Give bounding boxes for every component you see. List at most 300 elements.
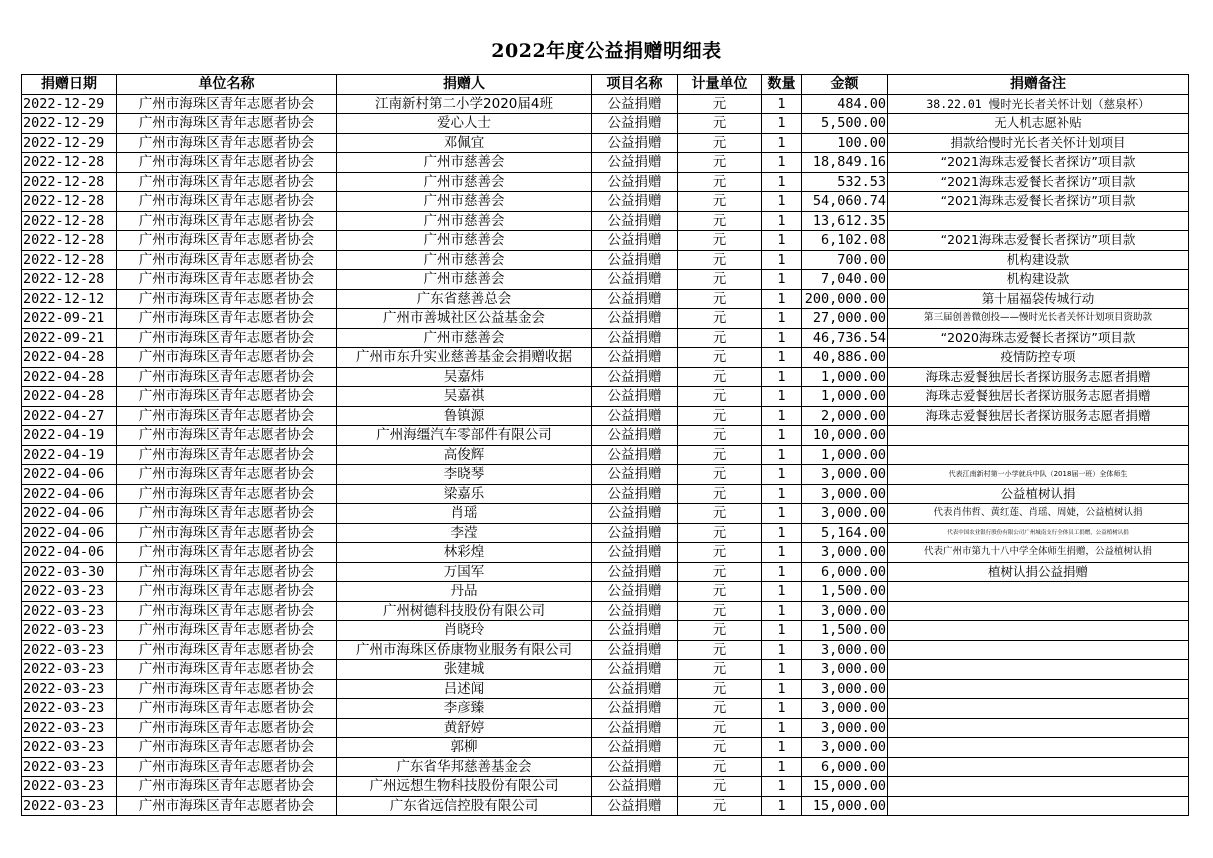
cell-amount: 40,886.00: [802, 348, 888, 368]
table-row: [22, 582, 1189, 602]
table-row: [22, 465, 1189, 485]
cell-note: 代表中国农业银行股份有限公司广州城南支行全体员工捐赠，公益植树认捐: [888, 523, 1189, 543]
cell-org: 广州市海珠区青年志愿者协会: [117, 582, 337, 602]
cell-qty: 1: [762, 289, 802, 309]
cell-amount: 46,736.54: [802, 328, 888, 348]
cell-unit: 元: [678, 348, 762, 368]
cell-org: 广州市海珠区青年志愿者协会: [117, 289, 337, 309]
cell-date: 2022-03-23: [22, 738, 117, 758]
cell-donor: 肖瑶: [337, 504, 592, 524]
cell-note: 机构建设款: [888, 270, 1189, 290]
cell-project: 公益捐赠: [592, 133, 678, 153]
cell-org: 广州市海珠区青年志愿者协会: [117, 679, 337, 699]
cell-amount: 15,000.00: [802, 796, 888, 816]
cell-unit: 元: [678, 328, 762, 348]
cell-project: 公益捐赠: [592, 387, 678, 407]
cell-date: 2022-04-06: [22, 465, 117, 485]
cell-qty: 1: [762, 367, 802, 387]
cell-org: 广州市海珠区青年志愿者协会: [117, 114, 337, 134]
table-row: [22, 621, 1189, 641]
cell-donor: 广东省华邦慈善基金会: [337, 757, 592, 777]
cell-amount: 3,000.00: [802, 699, 888, 719]
cell-project: 公益捐赠: [592, 192, 678, 212]
cell-amount: 27,000.00: [802, 309, 888, 329]
cell-note: [888, 445, 1189, 465]
cell-amount: 3,000.00: [802, 640, 888, 660]
cell-org: 广州市海珠区青年志愿者协会: [117, 309, 337, 329]
cell-project: 公益捐赠: [592, 270, 678, 290]
cell-note: 无人机志愿补贴: [888, 114, 1189, 134]
cell-note: [888, 738, 1189, 758]
cell-note: [888, 699, 1189, 719]
cell-project: 公益捐赠: [592, 114, 678, 134]
header-row: [22, 75, 1189, 95]
header-donor: 捐赠人: [337, 75, 592, 95]
cell-donor: 广州市慈善会: [337, 192, 592, 212]
cell-qty: 1: [762, 679, 802, 699]
cell-donor: 广州树德科技股份有限公司: [337, 601, 592, 621]
cell-donor: 广东省远信控股有限公司: [337, 796, 592, 816]
cell-amount: 6,102.08: [802, 231, 888, 251]
cell-amount: 6,000.00: [802, 757, 888, 777]
cell-project: 公益捐赠: [592, 406, 678, 426]
cell-date: 2022-12-12: [22, 289, 117, 309]
cell-note: “2020海珠志爱餐长者探访”项目款: [888, 328, 1189, 348]
cell-qty: 1: [762, 543, 802, 563]
cell-date: 2022-04-28: [22, 367, 117, 387]
cell-date: 2022-03-23: [22, 777, 117, 797]
cell-qty: 1: [762, 601, 802, 621]
cell-amount: 13,612.35: [802, 211, 888, 231]
cell-qty: 1: [762, 660, 802, 680]
cell-project: 公益捐赠: [592, 738, 678, 758]
cell-date: 2022-12-29: [22, 133, 117, 153]
cell-note: [888, 601, 1189, 621]
cell-org: 广州市海珠区青年志愿者协会: [117, 796, 337, 816]
header-unit: 计量单位: [678, 75, 762, 95]
cell-project: 公益捐赠: [592, 153, 678, 173]
cell-amount: 7,040.00: [802, 270, 888, 290]
cell-org: 广州市海珠区青年志愿者协会: [117, 172, 337, 192]
cell-note: “2021海珠志爱餐长者探访”项目款: [888, 153, 1189, 173]
cell-project: 公益捐赠: [592, 660, 678, 680]
table-row: [22, 718, 1189, 738]
cell-qty: 1: [762, 328, 802, 348]
table-row: [22, 523, 1189, 543]
cell-org: 广州市海珠区青年志愿者协会: [117, 211, 337, 231]
cell-donor: 吴嘉祺: [337, 387, 592, 407]
cell-qty: 1: [762, 465, 802, 485]
cell-unit: 元: [678, 718, 762, 738]
cell-date: 2022-03-23: [22, 660, 117, 680]
cell-amount: 15,000.00: [802, 777, 888, 797]
table-row: [22, 699, 1189, 719]
header-org: 单位名称: [117, 75, 337, 95]
header-note: 捐赠备注: [888, 75, 1189, 95]
cell-note: 疫情防控专项: [888, 348, 1189, 368]
cell-donor: 李滢: [337, 523, 592, 543]
cell-org: 广州市海珠区青年志愿者协会: [117, 777, 337, 797]
cell-date: 2022-12-28: [22, 270, 117, 290]
cell-project: 公益捐赠: [592, 757, 678, 777]
cell-qty: 1: [762, 484, 802, 504]
cell-date: 2022-09-21: [22, 309, 117, 329]
table-row: [22, 367, 1189, 387]
cell-org: 广州市海珠区青年志愿者协会: [117, 153, 337, 173]
cell-org: 广州市海珠区青年志愿者协会: [117, 192, 337, 212]
cell-note: 海珠志爱餐独居长者探访服务志愿者捐赠: [888, 387, 1189, 407]
cell-date: 2022-03-23: [22, 699, 117, 719]
cell-date: 2022-12-29: [22, 94, 117, 114]
cell-amount: 700.00: [802, 250, 888, 270]
table-row: [22, 796, 1189, 816]
cell-qty: 1: [762, 738, 802, 758]
cell-unit: 元: [678, 777, 762, 797]
cell-date: 2022-03-23: [22, 757, 117, 777]
cell-note: [888, 426, 1189, 446]
cell-date: 2022-04-06: [22, 504, 117, 524]
cell-org: 广州市海珠区青年志愿者协会: [117, 484, 337, 504]
table-row: [22, 289, 1189, 309]
cell-date: 2022-12-28: [22, 172, 117, 192]
cell-qty: 1: [762, 231, 802, 251]
cell-donor: 广州市慈善会: [337, 153, 592, 173]
cell-date: 2022-03-23: [22, 718, 117, 738]
cell-qty: 1: [762, 309, 802, 329]
cell-date: 2022-03-23: [22, 582, 117, 602]
cell-unit: 元: [678, 523, 762, 543]
cell-org: 广州市海珠区青年志愿者协会: [117, 387, 337, 407]
cell-org: 广州市海珠区青年志愿者协会: [117, 250, 337, 270]
header-amount: 金额: [802, 75, 888, 95]
cell-note: 第十届福袋传城行动: [888, 289, 1189, 309]
cell-org: 广州市海珠区青年志愿者协会: [117, 718, 337, 738]
cell-org: 广州市海珠区青年志愿者协会: [117, 133, 337, 153]
cell-org: 广州市海珠区青年志愿者协会: [117, 601, 337, 621]
cell-note: “2021海珠志爱餐长者探访”项目款: [888, 192, 1189, 212]
cell-project: 公益捐赠: [592, 94, 678, 114]
cell-amount: 3,000.00: [802, 679, 888, 699]
cell-donor: 广州市慈善会: [337, 328, 592, 348]
cell-date: 2022-04-28: [22, 348, 117, 368]
cell-project: 公益捐赠: [592, 367, 678, 387]
table-row: [22, 601, 1189, 621]
cell-org: 广州市海珠区青年志愿者协会: [117, 270, 337, 290]
cell-unit: 元: [678, 757, 762, 777]
cell-date: 2022-03-23: [22, 796, 117, 816]
cell-amount: 2,000.00: [802, 406, 888, 426]
cell-unit: 元: [678, 387, 762, 407]
cell-date: 2022-03-23: [22, 640, 117, 660]
cell-unit: 元: [678, 660, 762, 680]
cell-note: [888, 718, 1189, 738]
cell-org: 广州市海珠区青年志愿者协会: [117, 406, 337, 426]
cell-qty: 1: [762, 133, 802, 153]
cell-project: 公益捐赠: [592, 328, 678, 348]
cell-project: 公益捐赠: [592, 718, 678, 738]
cell-qty: 1: [762, 504, 802, 524]
cell-amount: 100.00: [802, 133, 888, 153]
cell-unit: 元: [678, 192, 762, 212]
cell-unit: 元: [678, 133, 762, 153]
cell-unit: 元: [678, 543, 762, 563]
table-row: [22, 660, 1189, 680]
cell-donor: 张建城: [337, 660, 592, 680]
cell-donor: 鲁镇源: [337, 406, 592, 426]
cell-qty: 1: [762, 718, 802, 738]
cell-date: 2022-12-28: [22, 153, 117, 173]
cell-qty: 1: [762, 699, 802, 719]
cell-amount: 18,849.16: [802, 153, 888, 173]
cell-qty: 1: [762, 387, 802, 407]
table-row: [22, 153, 1189, 173]
cell-amount: 54,060.74: [802, 192, 888, 212]
table-row: [22, 757, 1189, 777]
cell-donor: 丹品: [337, 582, 592, 602]
cell-qty: 1: [762, 640, 802, 660]
cell-amount: 3,000.00: [802, 504, 888, 524]
cell-org: 广州市海珠区青年志愿者协会: [117, 543, 337, 563]
table-row: [22, 348, 1189, 368]
cell-org: 广州市海珠区青年志愿者协会: [117, 660, 337, 680]
cell-donor: 黄舒婷: [337, 718, 592, 738]
cell-org: 广州市海珠区青年志愿者协会: [117, 523, 337, 543]
cell-note: 代表江南新村第一小学就兵中队（2018届一班）全体师生: [888, 465, 1189, 485]
cell-note: [888, 211, 1189, 231]
cell-donor: 吕述闻: [337, 679, 592, 699]
cell-qty: 1: [762, 757, 802, 777]
cell-project: 公益捐赠: [592, 562, 678, 582]
cell-date: 2022-09-21: [22, 328, 117, 348]
cell-donor: 邓佩宜: [337, 133, 592, 153]
cell-project: 公益捐赠: [592, 679, 678, 699]
cell-org: 广州市海珠区青年志愿者协会: [117, 640, 337, 660]
cell-note: “2021海珠志爱餐长者探访”项目款: [888, 231, 1189, 251]
table-row: [22, 211, 1189, 231]
cell-unit: 元: [678, 699, 762, 719]
cell-unit: 元: [678, 250, 762, 270]
cell-project: 公益捐赠: [592, 621, 678, 641]
cell-qty: 1: [762, 348, 802, 368]
cell-unit: 元: [678, 796, 762, 816]
table-row: [22, 172, 1189, 192]
cell-amount: 3,000.00: [802, 543, 888, 563]
cell-note: 代表肖伟哲、黄红莲、肖瑶、周婕，公益植树认捐: [888, 504, 1189, 524]
cell-unit: 元: [678, 426, 762, 446]
cell-date: 2022-12-28: [22, 211, 117, 231]
cell-amount: 200,000.00: [802, 289, 888, 309]
table-row: [22, 543, 1189, 563]
cell-date: 2022-03-23: [22, 679, 117, 699]
cell-project: 公益捐赠: [592, 426, 678, 446]
cell-unit: 元: [678, 172, 762, 192]
cell-org: 广州市海珠区青年志愿者协会: [117, 699, 337, 719]
cell-project: 公益捐赠: [592, 543, 678, 563]
table-row: [22, 270, 1189, 290]
table-row: [22, 406, 1189, 426]
cell-org: 广州市海珠区青年志愿者协会: [117, 328, 337, 348]
cell-org: 广州市海珠区青年志愿者协会: [117, 367, 337, 387]
cell-unit: 元: [678, 114, 762, 134]
cell-project: 公益捐赠: [592, 309, 678, 329]
cell-org: 广州市海珠区青年志愿者协会: [117, 231, 337, 251]
cell-project: 公益捐赠: [592, 640, 678, 660]
donation-table: [21, 74, 1189, 816]
cell-amount: 6,000.00: [802, 562, 888, 582]
cell-qty: 1: [762, 445, 802, 465]
header-project: 项目名称: [592, 75, 678, 95]
cell-amount: 3,000.00: [802, 738, 888, 758]
cell-project: 公益捐赠: [592, 504, 678, 524]
cell-donor: 万国军: [337, 562, 592, 582]
cell-qty: 1: [762, 114, 802, 134]
cell-unit: 元: [678, 153, 762, 173]
cell-qty: 1: [762, 172, 802, 192]
table-row: [22, 309, 1189, 329]
cell-amount: 3,000.00: [802, 484, 888, 504]
table-row: [22, 94, 1189, 114]
cell-note: [888, 777, 1189, 797]
cell-org: 广州市海珠区青年志愿者协会: [117, 562, 337, 582]
cell-qty: 1: [762, 153, 802, 173]
cell-unit: 元: [678, 270, 762, 290]
table-row: [22, 133, 1189, 153]
cell-project: 公益捐赠: [592, 211, 678, 231]
table-row: [22, 484, 1189, 504]
cell-project: 公益捐赠: [592, 699, 678, 719]
cell-amount: 1,000.00: [802, 387, 888, 407]
cell-date: 2022-12-28: [22, 231, 117, 251]
table-row: [22, 562, 1189, 582]
cell-unit: 元: [678, 582, 762, 602]
cell-project: 公益捐赠: [592, 582, 678, 602]
cell-project: 公益捐赠: [592, 484, 678, 504]
cell-date: 2022-04-19: [22, 445, 117, 465]
cell-amount: 5,164.00: [802, 523, 888, 543]
cell-donor: 肖晓玲: [337, 621, 592, 641]
table-row: [22, 387, 1189, 407]
cell-qty: 1: [762, 270, 802, 290]
cell-note: [888, 757, 1189, 777]
cell-donor: 广州海缰汽车零部件有限公司: [337, 426, 592, 446]
cell-org: 广州市海珠区青年志愿者协会: [117, 465, 337, 485]
cell-qty: 1: [762, 406, 802, 426]
table-row: [22, 114, 1189, 134]
cell-date: 2022-03-30: [22, 562, 117, 582]
cell-project: 公益捐赠: [592, 172, 678, 192]
cell-qty: 1: [762, 426, 802, 446]
cell-org: 广州市海珠区青年志愿者协会: [117, 348, 337, 368]
cell-org: 广州市海珠区青年志愿者协会: [117, 757, 337, 777]
cell-org: 广州市海珠区青年志愿者协会: [117, 426, 337, 446]
cell-amount: 1,000.00: [802, 445, 888, 465]
cell-amount: 484.00: [802, 94, 888, 114]
cell-date: 2022-04-06: [22, 484, 117, 504]
cell-donor: 高俊辉: [337, 445, 592, 465]
cell-note: 植树认捐公益捐赠: [888, 562, 1189, 582]
cell-note: 机构建设款: [888, 250, 1189, 270]
table-row: [22, 445, 1189, 465]
cell-unit: 元: [678, 367, 762, 387]
cell-note: 海珠志爱餐独居长者探访服务志愿者捐赠: [888, 406, 1189, 426]
table-row: [22, 426, 1189, 446]
cell-project: 公益捐赠: [592, 289, 678, 309]
cell-note: [888, 582, 1189, 602]
cell-project: 公益捐赠: [592, 250, 678, 270]
cell-note: 第三届创善微创投——慢时光长者关怀计划项目资助款: [888, 309, 1189, 329]
table-row: [22, 679, 1189, 699]
cell-donor: 李晓琴: [337, 465, 592, 485]
cell-date: 2022-04-06: [22, 543, 117, 563]
table-row: [22, 192, 1189, 212]
table-row: [22, 777, 1189, 797]
cell-donor: 林彩煌: [337, 543, 592, 563]
cell-amount: 3,000.00: [802, 601, 888, 621]
cell-org: 广州市海珠区青年志愿者协会: [117, 504, 337, 524]
cell-note: 捐款给慢时光长者关怀计划项目: [888, 133, 1189, 153]
cell-donor: 广州市东升实业慈善基金会捐赠收据: [337, 348, 592, 368]
cell-unit: 元: [678, 484, 762, 504]
cell-amount: 3,000.00: [802, 718, 888, 738]
cell-amount: 1,000.00: [802, 367, 888, 387]
cell-donor: 江南新村第二小学2020届4班: [337, 94, 592, 114]
cell-note: [888, 621, 1189, 641]
table-row: [22, 504, 1189, 524]
cell-unit: 元: [678, 465, 762, 485]
cell-note: [888, 679, 1189, 699]
cell-qty: 1: [762, 621, 802, 641]
cell-note: [888, 660, 1189, 680]
cell-unit: 元: [678, 445, 762, 465]
cell-org: 广州市海珠区青年志愿者协会: [117, 445, 337, 465]
cell-date: 2022-04-28: [22, 387, 117, 407]
cell-note: [888, 796, 1189, 816]
cell-date: 2022-12-29: [22, 114, 117, 134]
cell-qty: 1: [762, 250, 802, 270]
cell-project: 公益捐赠: [592, 465, 678, 485]
cell-unit: 元: [678, 621, 762, 641]
cell-donor: 爱心人士: [337, 114, 592, 134]
cell-qty: 1: [762, 582, 802, 602]
cell-donor: 梁嘉乐: [337, 484, 592, 504]
cell-qty: 1: [762, 796, 802, 816]
cell-note: “2021海珠志爱餐长者探访”项目款: [888, 172, 1189, 192]
cell-org: 广州市海珠区青年志愿者协会: [117, 94, 337, 114]
table-row: [22, 738, 1189, 758]
cell-unit: 元: [678, 289, 762, 309]
cell-unit: 元: [678, 640, 762, 660]
table-row: [22, 250, 1189, 270]
cell-donor: 郭柳: [337, 738, 592, 758]
cell-unit: 元: [678, 94, 762, 114]
cell-donor: 广东省慈善总会: [337, 289, 592, 309]
table-title: 2022年度公益捐赠明细表: [491, 40, 722, 62]
table-row: [22, 640, 1189, 660]
cell-note: 公益植树认捐: [888, 484, 1189, 504]
cell-amount: 3,000.00: [802, 465, 888, 485]
cell-qty: 1: [762, 562, 802, 582]
table-row: [22, 231, 1189, 251]
cell-project: 公益捐赠: [592, 796, 678, 816]
cell-donor: 广州远想生物科技股份有限公司: [337, 777, 592, 797]
cell-project: 公益捐赠: [592, 445, 678, 465]
cell-qty: 1: [762, 777, 802, 797]
cell-donor: 广州市慈善会: [337, 250, 592, 270]
cell-donor: 广州市海珠区侨康物业服务有限公司: [337, 640, 592, 660]
cell-donor: 广州市慈善会: [337, 172, 592, 192]
cell-unit: 元: [678, 211, 762, 231]
cell-org: 广州市海珠区青年志愿者协会: [117, 621, 337, 641]
